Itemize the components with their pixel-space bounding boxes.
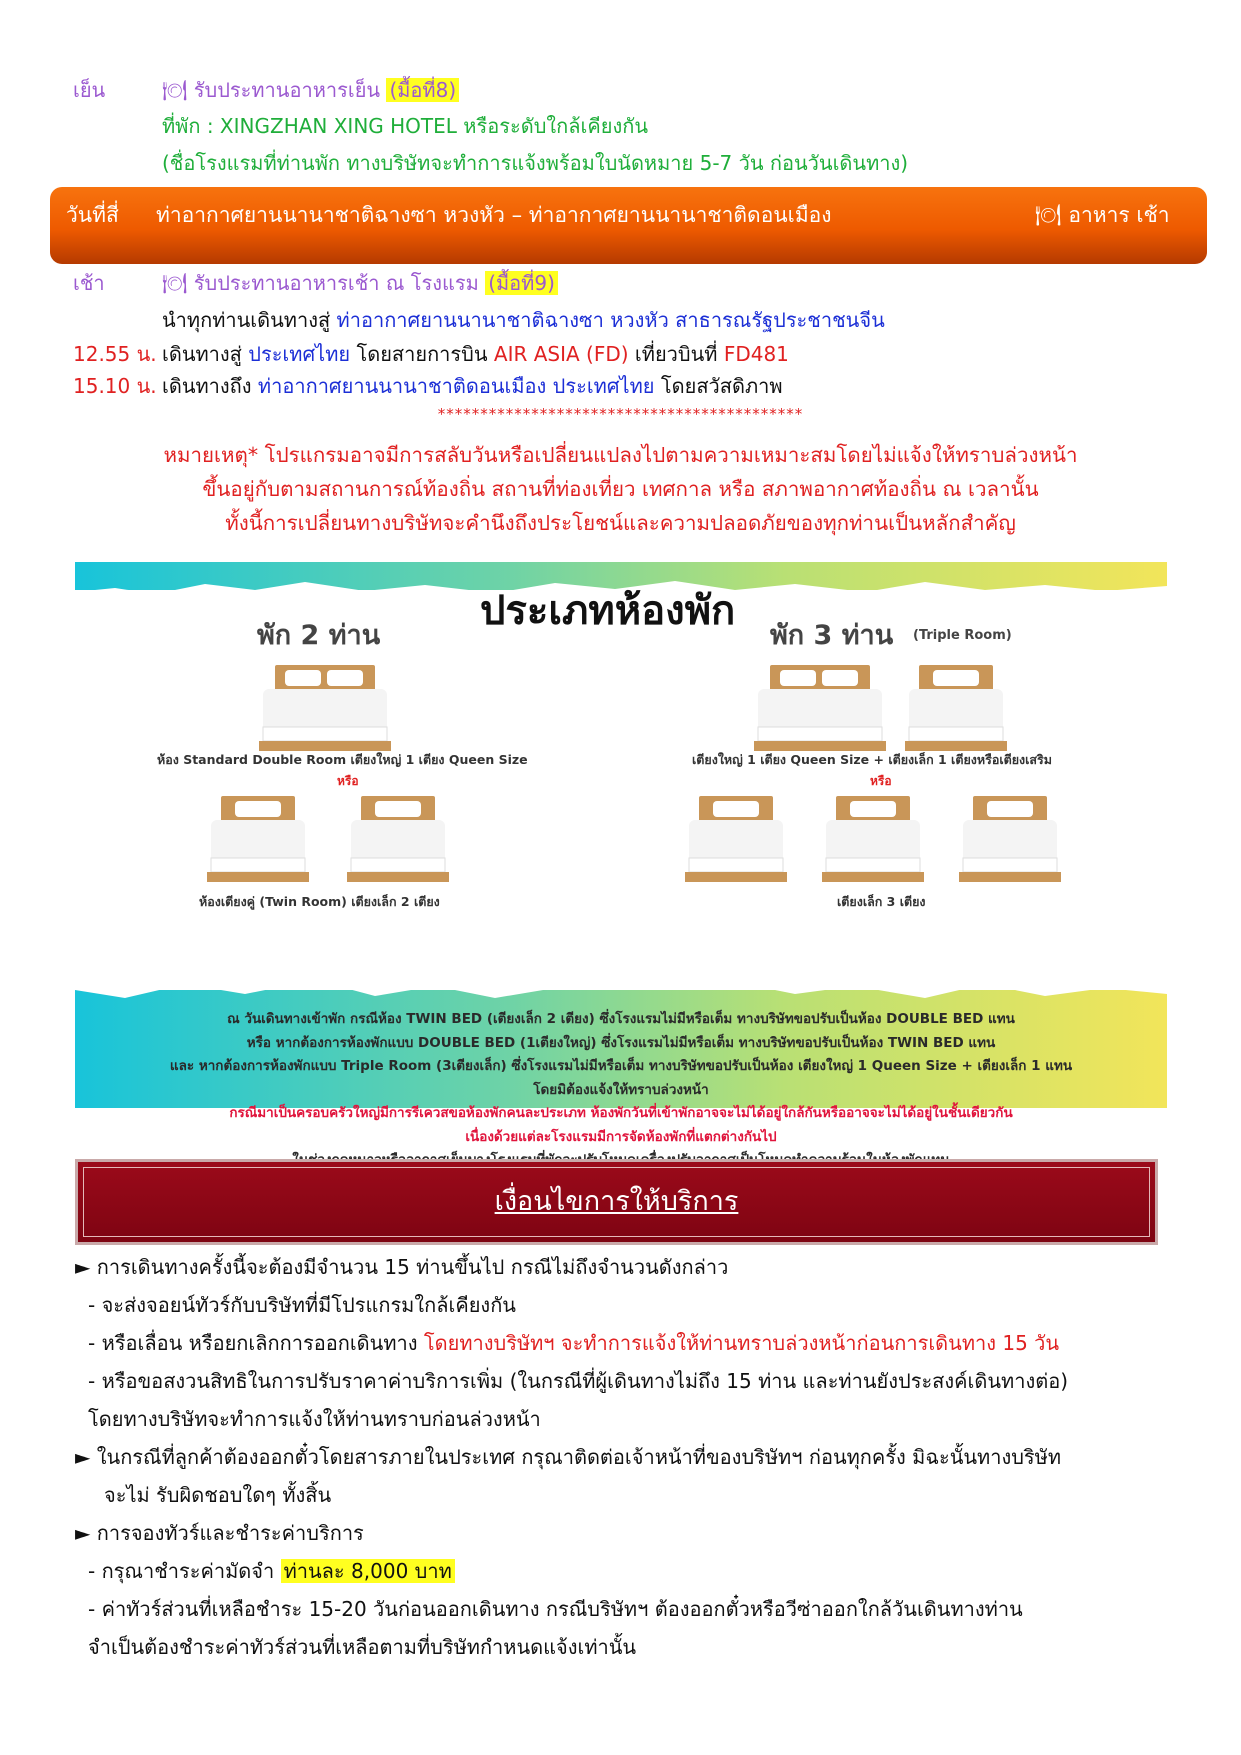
condition-1a: - จะส่งจอยน์ทัวร์กับบริษัทที่มีโปรแกรมใกล้เคียงกัน — [88, 1293, 516, 1317]
triple-room-caption: เตียงใหญ่ 1 เตียง Queen Size + เตียงเล็ก 1 เตียงหรือเตียงเสริม — [692, 752, 1053, 767]
condition-1b-text: - หรือเลื่อน หรือยกเลิกการออกเดินทาง — [88, 1331, 418, 1355]
condition-1b-notice: โดยทางบริษัทฯ จะทำการแจ้งให้ท่านทราบล่วงหน้าก่อนการเดินทาง 15 วัน — [423, 1331, 1060, 1355]
flight-number: FD481 — [723, 342, 789, 366]
condition-1c-cont: โดยทางบริษัทจะทำการแจ้งให้ท่านทราบก่อนล่วงหน้า — [88, 1407, 541, 1431]
flight-prefix: เดินทางสู่ — [162, 342, 242, 366]
condition-1-text: การเดินทางครั้งนี้จะต้องมีจำนวน 15 ท่านขึ้นไป กรณีไม่ถึงจำนวนดังกล่าว — [96, 1255, 729, 1279]
transfer-line — [162, 305, 885, 335]
dinner-hotel-line: ที่พัก : XINGZHAN XING HOTEL หรือระดับใกล้เคียงกัน — [162, 114, 648, 138]
day-meal — [1035, 200, 1170, 230]
or-label-right: หรือ — [870, 774, 892, 788]
breakfast-text: รับประทานอาหารเช้า ณ โรงแรม — [193, 271, 479, 295]
single-bed-icon — [901, 661, 1011, 753]
breakfast-tag: (มื้อที่9) — [485, 271, 558, 295]
triple-bed-icon-3 — [955, 792, 1065, 884]
double-bed-icon — [255, 661, 395, 753]
twin-bed-icon-2 — [343, 792, 453, 884]
triple-bed-icon-1 — [681, 792, 791, 884]
plate-icon: 🍽 — [162, 271, 188, 295]
room-note: หรือ หากต้องการห้องพักแบบ DOUBLE BED (1เตียงใหญ่) ซึ่งโรงแรมไม่มีหรือเต็ม ทางบริษัทขอปรับเป็นห้อง TWIN BED แทน — [246, 1034, 996, 1051]
condition-3a-text: - กรุณาชำระค่ามัดจำ — [88, 1559, 275, 1583]
bullet-icon: ► — [75, 1445, 91, 1469]
or-label-left: หรือ — [337, 774, 359, 788]
breakfast-line — [162, 268, 558, 298]
triple-alt-caption: เตียงเล็ก 3 เตียง — [837, 894, 926, 909]
room-types-white-area — [75, 590, 1167, 990]
room-note: ณ วันเดินทางเข้าพัก กรณีห้อง TWIN BED (เตียงเล็ก 2 เตียง) ซึ่งโรงแรมไม่มีหรือเต็ม ทางบริษัทขอปรับเป็นห้อง DOUBLE BED แทน — [227, 1011, 1015, 1027]
twin-bed-icon-1 — [203, 792, 313, 884]
room-note: เนื่องด้วยแต่ละโรงแรมมีการจัดห้องพักที่แตกต่างกันไป — [465, 1128, 777, 1145]
condition-1c: - หรือขอสงวนสิทธิในการปรับราคาค่าบริการเพิ่ม (ในกรณีที่ผู้เดินทางไม่ถึง 15 ท่าน และท่านยังประสงค์เดินทางต่อ) — [88, 1369, 1069, 1393]
room-types-title: ประเภทห้องพัก — [480, 588, 736, 634]
flight-country: ประเทศไทย — [248, 342, 351, 366]
dinner-label: เย็น — [73, 78, 106, 102]
condition-2-cont: จะไม่ รับผิดชอบใดๆ ทั้งสิ้น — [104, 1483, 332, 1507]
plate-icon: 🍽 — [162, 78, 188, 102]
morning-label: เช้า — [73, 271, 105, 295]
condition-3b: - ค่าทัวร์ส่วนที่เหลือชำระ 15-20 วันก่อนออกเดินทาง กรณีบริษัทฯ ต้องออกตั๋วหรือวีซ่าออกใกล้วันเดินทางท่าน — [88, 1597, 1023, 1621]
day-label: วันที่สี่ — [66, 203, 119, 227]
dinner-meal-text: รับประทานอาหารเย็น — [193, 78, 381, 102]
bullet-icon: ► — [75, 1521, 91, 1545]
queen-bed-icon — [750, 661, 890, 753]
day-route: ท่าอากาศยานนานาชาติฉางซา หวงหัว – ท่าอากาศยานนานาชาติดอนเมือง — [156, 203, 832, 227]
triple-room-label: (Triple Room) — [913, 628, 1012, 643]
flight-time: 12.55 น. — [73, 342, 157, 366]
transfer-place: ท่าอากาศยานนานาชาติฉางซา หวงหัว สาธารณรัฐประชาชนจีน — [336, 308, 885, 332]
room-note: และ หากต้องการห้องพักแบบ Triple Room (3เตียงเล็ก) ซึ่งโรงแรมไม่มีหรือเต็ม ทางบริษัทขอปรับเป็นห้อง เตียงใหญ่ 1 Queen Size + เตียงเล็ก 1 แทน — [169, 1058, 1073, 1074]
arrive-suffix: โดยสวัสดิภาพ — [660, 374, 783, 398]
arrive-place: ท่าอากาศยานนานาชาติดอนเมือง ประเทศไทย — [257, 374, 655, 398]
dinner-meal-line — [162, 75, 459, 105]
dinner-meal-tag: (มื้อที่8) — [386, 78, 459, 102]
star-divider: ******************************************* — [437, 405, 804, 423]
three-person-heading: พัก 3 ท่าน — [770, 620, 894, 651]
condition-2-text: ในกรณีที่ลูกค้าต้องออกตั๋วโดยสารภายในประเทศ กรุณาติดต่อเจ้าหน้าที่ของบริษัทฯ ก่อนทุกครั้ง มิฉะนั้นทางบริษัท — [96, 1445, 1062, 1469]
remark — [0, 438, 1241, 540]
transfer-prefix: นำทุกท่านเดินทางสู่ — [162, 308, 331, 332]
condition-1b — [88, 1328, 1059, 1358]
bullet-icon: ► — [75, 1255, 91, 1279]
condition-1 — [75, 1252, 728, 1282]
condition-3-text: การจองทัวร์และชำระค่าบริการ — [96, 1521, 364, 1545]
two-person-heading: พัก 2 ท่าน — [257, 620, 381, 651]
room-note: โดยมิต้องแจ้งให้ทราบล่วงหน้า — [533, 1081, 709, 1098]
day-meal-text: อาหาร เช้า — [1068, 203, 1170, 227]
condition-2 — [75, 1442, 1061, 1472]
room-notes — [75, 1008, 1167, 1173]
double-room-caption: ห้อง Standard Double Room เตียงใหญ่ 1 เตียง Queen Size — [157, 752, 528, 767]
flight-line — [162, 339, 789, 369]
day-banner — [50, 187, 1207, 264]
remark-line-3: ทั้งนี้การเปลี่ยนทางบริษัทจะคำนึงถึงประโยชน์และความปลอดภัยของทุกท่านเป็นหลักสำคัญ — [225, 511, 1016, 535]
plate-icon: 🍽 — [1035, 203, 1062, 227]
flight-airline: AIR ASIA (FD) — [493, 342, 629, 366]
flight-mid: โดยสายการบิน — [356, 342, 488, 366]
arrive-time: 15.10 น. — [73, 374, 157, 398]
conditions-title: เงื่อนไขการให้บริการ — [494, 1186, 739, 1217]
room-note: กรณีมาเป็นครอบครัวใหญ่มีการรีเควสขอห้องพักคนละประเภท ห้องพักวันที่เข้าพักอาจจะไม่ได้อยู่ใกล้กันหรืออาจจะไม่ได้อยู่ในชั้นเดียวกัน — [229, 1105, 1013, 1121]
flight-no-label: เที่ยวบินที่ — [634, 342, 718, 366]
deposit-amount: ท่านละ 8,000 บาท — [281, 1559, 455, 1583]
arrive-prefix: เดินทางถึง — [162, 374, 252, 398]
condition-3a — [88, 1556, 455, 1586]
condition-3b-cont: จำเป็นต้องชำระค่าทัวร์ส่วนที่เหลือตามที่บริษัทกำหนดแจ้งเท่านั้น — [88, 1635, 637, 1659]
remark-line-2: ขึ้นอยู่กับตามสถานการณ์ท้องถิ่น สถานที่ท่องเที่ยว เทศกาล หรือ สภาพอากาศท้องถิ่น ณ เวลานั้น — [202, 477, 1039, 501]
condition-3 — [75, 1518, 364, 1548]
arrive-line — [162, 371, 783, 401]
torn-edge-bottom — [75, 972, 1167, 1006]
triple-bed-icon-2 — [818, 792, 928, 884]
room-types-panel — [75, 562, 1167, 1145]
remark-line-1: หมายเหตุ* โปรแกรมอาจมีการสลับวันหรือเปลี่ยนแปลงไปตามความเหมาะสมโดยไม่แจ้งให้ทราบล่วงหน้า — [163, 443, 1078, 467]
dinner-hotel-note: (ชื่อโรงแรมที่ท่านพัก ทางบริษัทจะทำการแจ้งพร้อมใบนัดหมาย 5-7 วัน ก่อนวันเดินทาง) — [162, 151, 909, 175]
twin-room-caption: ห้องเตียงคู่ (Twin Room) เตียงเล็ก 2 เตียง — [199, 894, 440, 909]
conditions-header — [75, 1159, 1158, 1245]
